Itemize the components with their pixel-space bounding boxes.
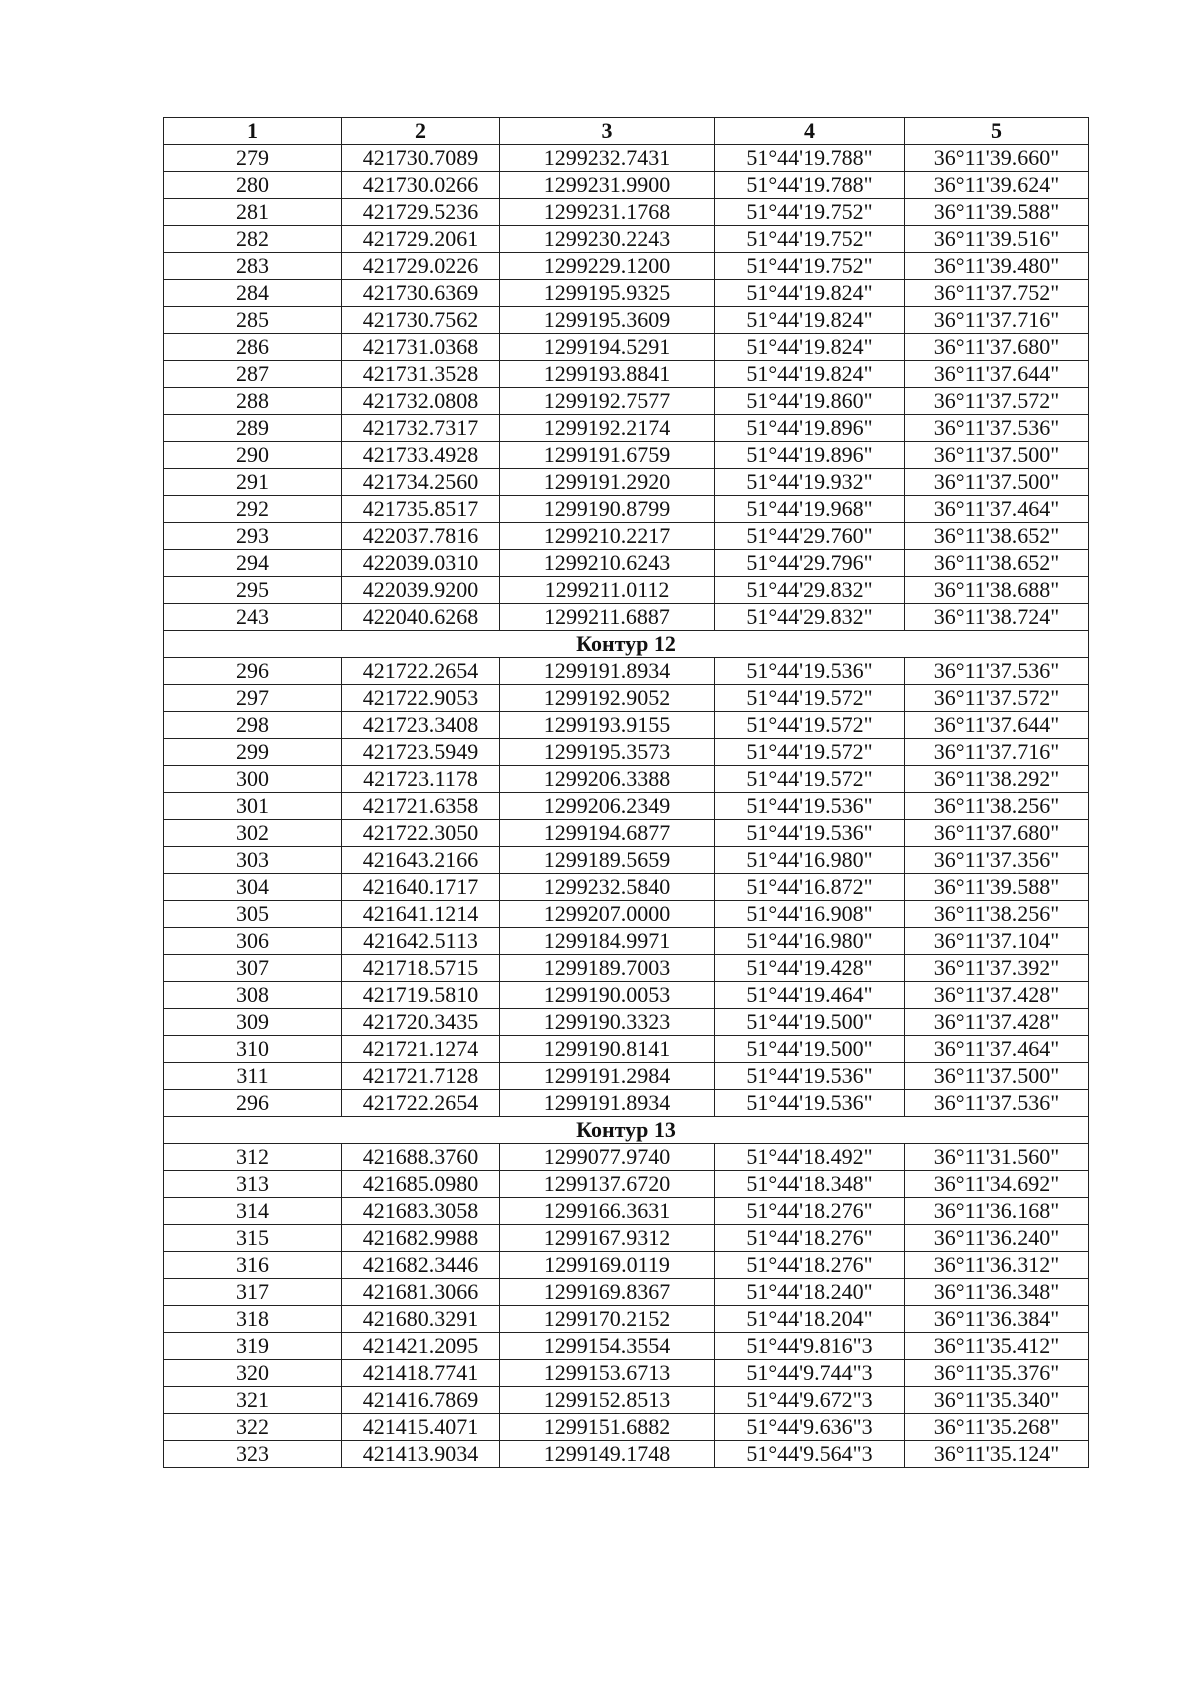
table-cell-col-2: 421721.1274 <box>342 1036 500 1063</box>
table-cell-col-2: 421421.2095 <box>342 1333 500 1360</box>
table-cell-col-5: 36°11'38.256" <box>905 793 1089 820</box>
table-row <box>164 658 1089 685</box>
table-cell-col-1: 310 <box>164 1036 342 1063</box>
table-cell-col-4: 51°44'19.824" <box>715 334 905 361</box>
header-col-2: 2 <box>342 118 500 145</box>
table-cell-col-4: 51°44'19.536" <box>715 793 905 820</box>
table-cell-col-4: 51°44'19.536" <box>715 1063 905 1090</box>
table-cell-col-1: 307 <box>164 955 342 982</box>
table-cell-col-5: 36°11'37.464" <box>905 1036 1089 1063</box>
table-cell-col-2: 421683.3058 <box>342 1198 500 1225</box>
table-cell-col-3: 1299232.5840 <box>500 874 715 901</box>
table-cell-col-3: 1299211.0112 <box>500 577 715 604</box>
table-cell-col-2: 421729.5236 <box>342 199 500 226</box>
section-title: Контур 12 <box>164 631 1089 658</box>
table-cell-col-5: 36°11'39.624" <box>905 172 1089 199</box>
table-cell-col-4: 51°44'19.752" <box>715 199 905 226</box>
table-cell-col-2: 421731.0368 <box>342 334 500 361</box>
table-cell-col-1: 304 <box>164 874 342 901</box>
table-cell-col-5: 36°11'38.652" <box>905 550 1089 577</box>
table-cell-col-2: 421729.2061 <box>342 226 500 253</box>
table-cell-col-5: 36°11'35.412" <box>905 1333 1089 1360</box>
table-cell-col-4: 51°44'19.536" <box>715 1090 905 1117</box>
table-body <box>164 145 1089 1468</box>
table-cell-col-2: 421721.7128 <box>342 1063 500 1090</box>
table-cell-col-3: 1299154.3554 <box>500 1333 715 1360</box>
table-cell-col-3: 1299192.2174 <box>500 415 715 442</box>
table-cell-col-4: 51°44'9.636"3 <box>715 1414 905 1441</box>
table-cell-col-3: 1299137.6720 <box>500 1171 715 1198</box>
table-cell-col-2: 421722.9053 <box>342 685 500 712</box>
table-cell-col-3: 1299195.3573 <box>500 739 715 766</box>
table-cell-col-2: 421721.6358 <box>342 793 500 820</box>
table-cell-col-3: 1299231.9900 <box>500 172 715 199</box>
table-cell-col-4: 51°44'16.872" <box>715 874 905 901</box>
table-cell-col-2: 421640.1717 <box>342 874 500 901</box>
section-header-row <box>164 1117 1089 1144</box>
table-cell-col-5: 36°11'37.464" <box>905 496 1089 523</box>
table-cell-col-1: 321 <box>164 1387 342 1414</box>
table-row <box>164 145 1089 172</box>
table-cell-col-1: 297 <box>164 685 342 712</box>
table-cell-col-4: 51°44'18.276" <box>715 1198 905 1225</box>
table-cell-col-2: 421729.0226 <box>342 253 500 280</box>
table-cell-col-1: 291 <box>164 469 342 496</box>
table-cell-col-5: 36°11'37.572" <box>905 388 1089 415</box>
table-row <box>164 496 1089 523</box>
header-col-5: 5 <box>905 118 1089 145</box>
table-cell-col-3: 1299166.3631 <box>500 1198 715 1225</box>
table-cell-col-5: 36°11'37.716" <box>905 739 1089 766</box>
table-cell-col-3: 1299210.2217 <box>500 523 715 550</box>
table-cell-col-1: 302 <box>164 820 342 847</box>
table-cell-col-3: 1299206.2349 <box>500 793 715 820</box>
header-col-1: 1 <box>164 118 342 145</box>
table-cell-col-1: 289 <box>164 415 342 442</box>
table-cell-col-5: 36°11'34.692" <box>905 1171 1089 1198</box>
table-cell-col-3: 1299232.7431 <box>500 145 715 172</box>
table-cell-col-2: 421730.0266 <box>342 172 500 199</box>
table-cell-col-1: 283 <box>164 253 342 280</box>
table-cell-col-3: 1299206.3388 <box>500 766 715 793</box>
table-cell-col-5: 36°11'37.428" <box>905 1009 1089 1036</box>
table-cell-col-5: 36°11'37.104" <box>905 928 1089 955</box>
table-cell-col-3: 1299184.9971 <box>500 928 715 955</box>
table-row <box>164 1009 1089 1036</box>
table-cell-col-1: 290 <box>164 442 342 469</box>
table-row <box>164 1171 1089 1198</box>
table-cell-col-1: 280 <box>164 172 342 199</box>
table-cell-col-2: 421722.2654 <box>342 658 500 685</box>
table-cell-col-3: 1299152.8513 <box>500 1387 715 1414</box>
table-cell-col-5: 36°11'31.560" <box>905 1144 1089 1171</box>
table-cell-col-3: 1299170.2152 <box>500 1306 715 1333</box>
table-cell-col-3: 1299169.8367 <box>500 1279 715 1306</box>
table-cell-col-2: 421722.3050 <box>342 820 500 847</box>
table-cell-col-1: 279 <box>164 145 342 172</box>
table-cell-col-3: 1299191.2984 <box>500 1063 715 1090</box>
table-row <box>164 577 1089 604</box>
table-cell-col-4: 51°44'29.760" <box>715 523 905 550</box>
table-cell-col-3: 1299190.8799 <box>500 496 715 523</box>
table-row <box>164 874 1089 901</box>
table-header-row <box>164 118 1089 145</box>
table-cell-col-5: 36°11'39.480" <box>905 253 1089 280</box>
table-cell-col-4: 51°44'19.536" <box>715 820 905 847</box>
table-cell-col-1: 308 <box>164 982 342 1009</box>
table-cell-col-5: 36°11'36.348" <box>905 1279 1089 1306</box>
table-cell-col-4: 51°44'9.744"3 <box>715 1360 905 1387</box>
table-cell-col-3: 1299153.6713 <box>500 1360 715 1387</box>
table-row <box>164 793 1089 820</box>
table-row <box>164 766 1089 793</box>
table-row <box>164 928 1089 955</box>
table-cell-col-3: 1299229.1200 <box>500 253 715 280</box>
table-cell-col-1: 300 <box>164 766 342 793</box>
table-cell-col-4: 51°44'19.536" <box>715 658 905 685</box>
table-cell-col-3: 1299210.6243 <box>500 550 715 577</box>
table-cell-col-3: 1299192.9052 <box>500 685 715 712</box>
table-row <box>164 334 1089 361</box>
table-cell-col-2: 421415.4071 <box>342 1414 500 1441</box>
table-cell-col-4: 51°44'18.276" <box>715 1225 905 1252</box>
table-cell-col-2: 421681.3066 <box>342 1279 500 1306</box>
table-cell-col-4: 51°44'19.572" <box>715 766 905 793</box>
table-cell-col-2: 421735.8517 <box>342 496 500 523</box>
table-cell-col-2: 421641.1214 <box>342 901 500 928</box>
table-cell-col-2: 421642.5113 <box>342 928 500 955</box>
table-cell-col-1: 296 <box>164 658 342 685</box>
table-cell-col-5: 36°11'35.376" <box>905 1360 1089 1387</box>
table-cell-col-5: 36°11'37.536" <box>905 658 1089 685</box>
table-cell-col-4: 51°44'19.428" <box>715 955 905 982</box>
table-cell-col-2: 421723.5949 <box>342 739 500 766</box>
table-cell-col-2: 421722.2654 <box>342 1090 500 1117</box>
table-cell-col-5: 36°11'37.356" <box>905 847 1089 874</box>
table-cell-col-2: 422037.7816 <box>342 523 500 550</box>
table-row <box>164 1225 1089 1252</box>
table-cell-col-1: 323 <box>164 1441 342 1468</box>
table-cell-col-3: 1299195.3609 <box>500 307 715 334</box>
table-row <box>164 955 1089 982</box>
table-cell-col-3: 1299190.3323 <box>500 1009 715 1036</box>
table-cell-col-2: 421685.0980 <box>342 1171 500 1198</box>
table-row <box>164 1387 1089 1414</box>
table-cell-col-5: 36°11'37.500" <box>905 1063 1089 1090</box>
table-cell-col-4: 51°44'18.492" <box>715 1144 905 1171</box>
table-cell-col-4: 51°44'16.980" <box>715 847 905 874</box>
table-cell-col-4: 51°44'19.932" <box>715 469 905 496</box>
table-cell-col-5: 36°11'39.516" <box>905 226 1089 253</box>
table-cell-col-4: 51°44'19.824" <box>715 361 905 388</box>
table-cell-col-5: 36°11'39.660" <box>905 145 1089 172</box>
table-row <box>164 1306 1089 1333</box>
table-cell-col-3: 1299151.6882 <box>500 1414 715 1441</box>
table-cell-col-5: 36°11'35.340" <box>905 1387 1089 1414</box>
coordinates-table <box>163 117 1089 1468</box>
table-cell-col-1: 243 <box>164 604 342 631</box>
table-cell-col-5: 36°11'36.240" <box>905 1225 1089 1252</box>
table-cell-col-3: 1299189.5659 <box>500 847 715 874</box>
table-cell-col-1: 320 <box>164 1360 342 1387</box>
table-row <box>164 226 1089 253</box>
table-cell-col-3: 1299207.0000 <box>500 901 715 928</box>
table-row <box>164 1441 1089 1468</box>
table-cell-col-3: 1299077.9740 <box>500 1144 715 1171</box>
table-cell-col-1: 296 <box>164 1090 342 1117</box>
table-cell-col-5: 36°11'38.724" <box>905 604 1089 631</box>
table-cell-col-5: 36°11'37.752" <box>905 280 1089 307</box>
table-cell-col-5: 36°11'39.588" <box>905 874 1089 901</box>
table-cell-col-4: 51°44'19.824" <box>715 280 905 307</box>
table-cell-col-2: 421730.7089 <box>342 145 500 172</box>
table-row <box>164 1144 1089 1171</box>
table-cell-col-2: 421418.7741 <box>342 1360 500 1387</box>
table-cell-col-2: 421730.6369 <box>342 280 500 307</box>
table-cell-col-3: 1299167.9312 <box>500 1225 715 1252</box>
table-row <box>164 1279 1089 1306</box>
table-cell-col-2: 421688.3760 <box>342 1144 500 1171</box>
table-cell-col-4: 51°44'19.896" <box>715 415 905 442</box>
table-cell-col-1: 285 <box>164 307 342 334</box>
table-cell-col-3: 1299211.6887 <box>500 604 715 631</box>
table-row <box>164 685 1089 712</box>
table-cell-col-2: 421732.7317 <box>342 415 500 442</box>
table-cell-col-4: 51°44'19.572" <box>715 739 905 766</box>
table-cell-col-2: 421680.3291 <box>342 1306 500 1333</box>
table-cell-col-2: 421682.9988 <box>342 1225 500 1252</box>
table-cell-col-2: 421720.3435 <box>342 1009 500 1036</box>
table-cell-col-3: 1299191.8934 <box>500 1090 715 1117</box>
table-cell-col-4: 51°44'18.204" <box>715 1306 905 1333</box>
table-cell-col-1: 293 <box>164 523 342 550</box>
table-cell-col-1: 312 <box>164 1144 342 1171</box>
table-row <box>164 1414 1089 1441</box>
table-cell-col-3: 1299193.9155 <box>500 712 715 739</box>
table-cell-col-5: 36°11'39.588" <box>905 199 1089 226</box>
table-row <box>164 1090 1089 1117</box>
table-cell-col-4: 51°44'9.816"3 <box>715 1333 905 1360</box>
table-cell-col-2: 421416.7869 <box>342 1387 500 1414</box>
table-cell-col-4: 51°44'19.572" <box>715 685 905 712</box>
table-cell-col-1: 318 <box>164 1306 342 1333</box>
table-cell-col-5: 36°11'37.392" <box>905 955 1089 982</box>
table-cell-col-4: 51°44'16.908" <box>715 901 905 928</box>
table-cell-col-2: 421732.0808 <box>342 388 500 415</box>
table-cell-col-5: 36°11'35.268" <box>905 1414 1089 1441</box>
table-row <box>164 901 1089 928</box>
table-row <box>164 172 1089 199</box>
table-row <box>164 712 1089 739</box>
table-cell-col-5: 36°11'38.652" <box>905 523 1089 550</box>
table-cell-col-3: 1299191.2920 <box>500 469 715 496</box>
table-cell-col-1: 298 <box>164 712 342 739</box>
table-cell-col-4: 51°44'19.752" <box>715 226 905 253</box>
table-row <box>164 253 1089 280</box>
table-cell-col-3: 1299191.6759 <box>500 442 715 469</box>
table-cell-col-1: 286 <box>164 334 342 361</box>
table-cell-col-2: 421413.9034 <box>342 1441 500 1468</box>
section-header-row <box>164 631 1089 658</box>
table-cell-col-5: 36°11'38.688" <box>905 577 1089 604</box>
table-cell-col-2: 421733.4928 <box>342 442 500 469</box>
table-cell-col-3: 1299190.0053 <box>500 982 715 1009</box>
table-cell-col-5: 36°11'37.680" <box>905 334 1089 361</box>
table-cell-col-3: 1299169.0119 <box>500 1252 715 1279</box>
table-cell-col-5: 36°11'37.644" <box>905 712 1089 739</box>
table-cell-col-1: 316 <box>164 1252 342 1279</box>
table-cell-col-5: 36°11'37.716" <box>905 307 1089 334</box>
table-row <box>164 361 1089 388</box>
table-cell-col-4: 51°44'19.572" <box>715 712 905 739</box>
table-row <box>164 1333 1089 1360</box>
table-row <box>164 442 1089 469</box>
table-cell-col-5: 36°11'37.536" <box>905 415 1089 442</box>
table-row <box>164 847 1089 874</box>
table-cell-col-5: 36°11'37.680" <box>905 820 1089 847</box>
table-cell-col-5: 36°11'35.124" <box>905 1441 1089 1468</box>
table-cell-col-2: 421718.5715 <box>342 955 500 982</box>
table-cell-col-4: 51°44'19.824" <box>715 307 905 334</box>
table-row <box>164 820 1089 847</box>
table-cell-col-4: 51°44'18.276" <box>715 1252 905 1279</box>
table-cell-col-5: 36°11'37.536" <box>905 1090 1089 1117</box>
table-cell-col-5: 36°11'37.644" <box>905 361 1089 388</box>
table-cell-col-4: 51°44'19.464" <box>715 982 905 1009</box>
table-cell-col-3: 1299195.9325 <box>500 280 715 307</box>
table-cell-col-1: 317 <box>164 1279 342 1306</box>
table-cell-col-4: 51°44'18.348" <box>715 1171 905 1198</box>
table-cell-col-4: 51°44'16.980" <box>715 928 905 955</box>
table-cell-col-3: 1299191.8934 <box>500 658 715 685</box>
table-cell-col-3: 1299189.7003 <box>500 955 715 982</box>
table-cell-col-1: 281 <box>164 199 342 226</box>
table-cell-col-1: 292 <box>164 496 342 523</box>
table-cell-col-4: 51°44'19.500" <box>715 1009 905 1036</box>
table-cell-col-4: 51°44'18.240" <box>715 1279 905 1306</box>
table-cell-col-5: 36°11'37.500" <box>905 442 1089 469</box>
table-cell-col-5: 36°11'37.428" <box>905 982 1089 1009</box>
table-cell-col-5: 36°11'37.572" <box>905 685 1089 712</box>
table-cell-col-4: 51°44'19.788" <box>715 172 905 199</box>
table-cell-col-3: 1299192.7577 <box>500 388 715 415</box>
table-cell-col-4: 51°44'19.860" <box>715 388 905 415</box>
table-cell-col-3: 1299230.2243 <box>500 226 715 253</box>
table-row <box>164 199 1089 226</box>
table-cell-col-5: 36°11'38.256" <box>905 901 1089 928</box>
table-row <box>164 469 1089 496</box>
table-cell-col-4: 51°44'29.832" <box>715 577 905 604</box>
table-cell-col-2: 422039.9200 <box>342 577 500 604</box>
table-row <box>164 739 1089 766</box>
table-cell-col-5: 36°11'36.168" <box>905 1198 1089 1225</box>
table-row <box>164 1252 1089 1279</box>
table-cell-col-1: 303 <box>164 847 342 874</box>
table-cell-col-1: 306 <box>164 928 342 955</box>
table-cell-col-1: 313 <box>164 1171 342 1198</box>
table-cell-col-2: 421643.2166 <box>342 847 500 874</box>
table-cell-col-4: 51°44'9.564"3 <box>715 1441 905 1468</box>
table-cell-col-4: 51°44'19.752" <box>715 253 905 280</box>
table-row <box>164 1036 1089 1063</box>
table-cell-col-2: 421719.5810 <box>342 982 500 1009</box>
table-cell-col-1: 314 <box>164 1198 342 1225</box>
table-row <box>164 982 1089 1009</box>
table-cell-col-1: 311 <box>164 1063 342 1090</box>
table-cell-col-3: 1299231.1768 <box>500 199 715 226</box>
table-row <box>164 1360 1089 1387</box>
table-cell-col-2: 421723.1178 <box>342 766 500 793</box>
table-row <box>164 604 1089 631</box>
table-cell-col-4: 51°44'19.968" <box>715 496 905 523</box>
table-cell-col-4: 51°44'19.788" <box>715 145 905 172</box>
table-cell-col-1: 287 <box>164 361 342 388</box>
table-cell-col-1: 288 <box>164 388 342 415</box>
table-cell-col-1: 309 <box>164 1009 342 1036</box>
table-row <box>164 415 1089 442</box>
table-cell-col-4: 51°44'29.796" <box>715 550 905 577</box>
table-cell-col-2: 421723.3408 <box>342 712 500 739</box>
table-row <box>164 550 1089 577</box>
table-cell-col-4: 51°44'29.832" <box>715 604 905 631</box>
table-cell-col-4: 51°44'9.672"3 <box>715 1387 905 1414</box>
table-cell-col-1: 299 <box>164 739 342 766</box>
table-cell-col-5: 36°11'38.292" <box>905 766 1089 793</box>
header-col-4: 4 <box>715 118 905 145</box>
table-cell-col-2: 421682.3446 <box>342 1252 500 1279</box>
table-cell-col-3: 1299149.1748 <box>500 1441 715 1468</box>
table-cell-col-1: 294 <box>164 550 342 577</box>
table-row <box>164 388 1089 415</box>
table-cell-col-2: 421730.7562 <box>342 307 500 334</box>
table-cell-col-4: 51°44'19.896" <box>715 442 905 469</box>
table-cell-col-1: 282 <box>164 226 342 253</box>
table-cell-col-1: 315 <box>164 1225 342 1252</box>
table-cell-col-5: 36°11'36.384" <box>905 1306 1089 1333</box>
table-cell-col-1: 319 <box>164 1333 342 1360</box>
header-col-3: 3 <box>500 118 715 145</box>
table-cell-col-1: 284 <box>164 280 342 307</box>
table-cell-col-1: 305 <box>164 901 342 928</box>
table-cell-col-4: 51°44'19.500" <box>715 1036 905 1063</box>
table-row <box>164 523 1089 550</box>
section-title: Контур 13 <box>164 1117 1089 1144</box>
table-cell-col-2: 422040.6268 <box>342 604 500 631</box>
table-row <box>164 307 1089 334</box>
table-cell-col-1: 295 <box>164 577 342 604</box>
table-cell-col-5: 36°11'37.500" <box>905 469 1089 496</box>
table-cell-col-5: 36°11'36.312" <box>905 1252 1089 1279</box>
table-cell-col-3: 1299194.5291 <box>500 334 715 361</box>
table-cell-col-2: 421734.2560 <box>342 469 500 496</box>
table-cell-col-2: 421731.3528 <box>342 361 500 388</box>
table-row <box>164 1063 1089 1090</box>
table-cell-col-1: 322 <box>164 1414 342 1441</box>
table-row <box>164 280 1089 307</box>
table-cell-col-3: 1299190.8141 <box>500 1036 715 1063</box>
table-cell-col-1: 301 <box>164 793 342 820</box>
table-row <box>164 1198 1089 1225</box>
table-cell-col-2: 422039.0310 <box>342 550 500 577</box>
table-cell-col-3: 1299194.6877 <box>500 820 715 847</box>
table-cell-col-3: 1299193.8841 <box>500 361 715 388</box>
